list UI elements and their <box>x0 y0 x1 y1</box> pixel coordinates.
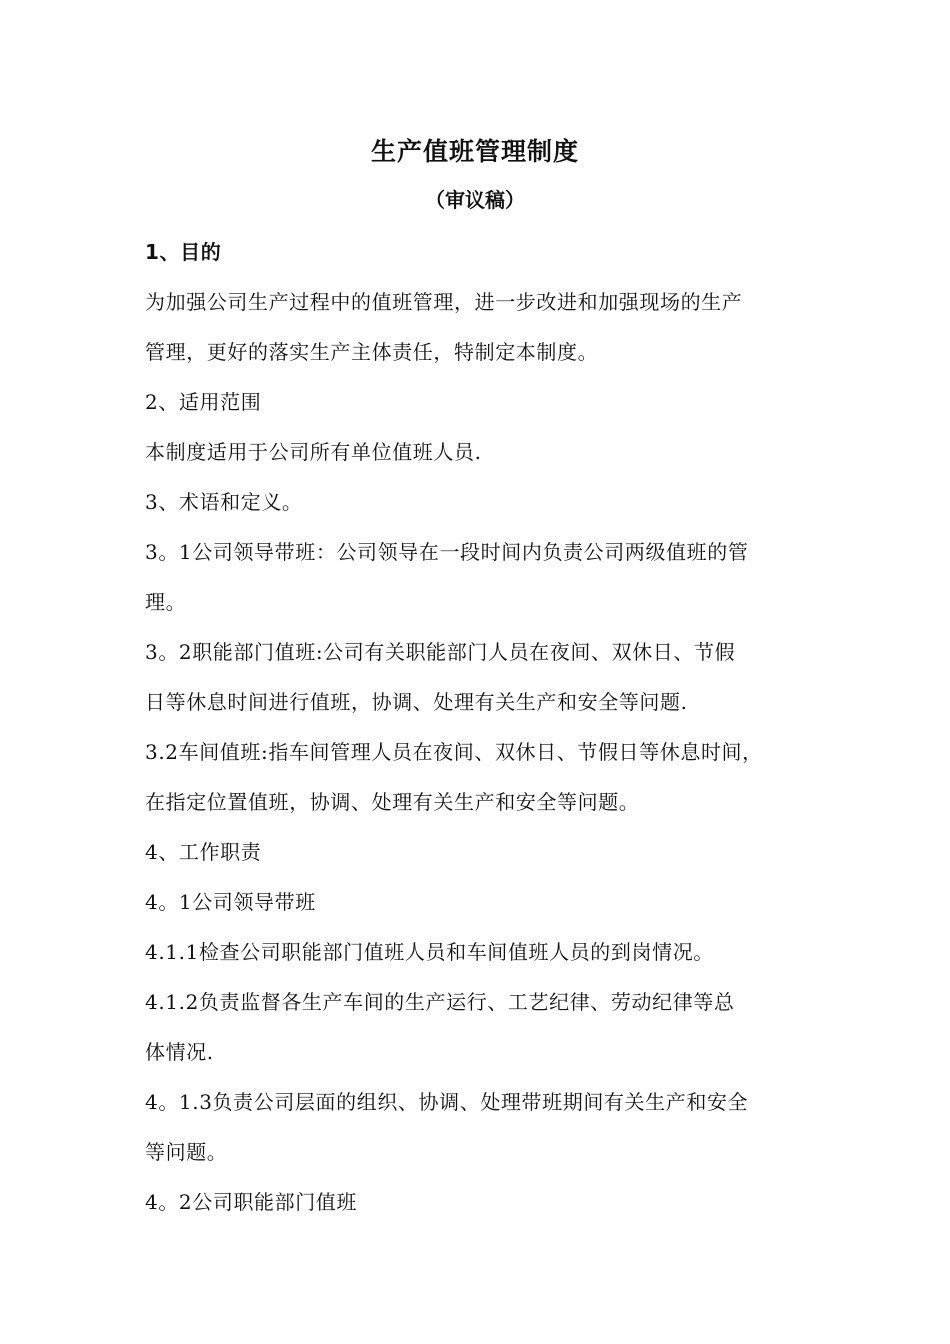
paragraph-line: 等问题。 <box>145 1140 228 1164</box>
document-body <box>145 227 835 1227</box>
paragraph-line: 在指定位置值班，协调、处理有关生产和安全等问题。 <box>145 790 640 814</box>
paragraph-line: 4。1.3负责公司层面的组织、协调、处理带班期间有关生产和安全 <box>145 1090 749 1114</box>
paragraph-line: 3.2车间值班:指车间管理人员在夜间、双休日、节假日等休息时间， <box>145 740 763 764</box>
paragraph-line: 本制度适用于公司所有单位值班人员. <box>145 440 482 464</box>
section-heading-definitions: 3、术语和定义。 <box>145 490 303 514</box>
document-title: 生产值班管理制度 <box>370 137 579 166</box>
paragraph-line: 4.1.1检查公司职能部门值班人员和车间值班人员的到岗情况。 <box>145 940 714 964</box>
paragraph-line: 管理，更好的落实生产主体责任，特制定本制度。 <box>145 340 599 364</box>
subsection-heading: 4。2公司职能部门值班 <box>145 1190 358 1214</box>
paragraph-line: 日等休息时间进行值班，协调、处理有关生产和安全等问题. <box>145 690 688 714</box>
paragraph-line: 3。1公司领导带班：公司领导在一段时间内负责公司两级值班的管 <box>145 540 749 564</box>
section-heading-scope: 2、适用范围 <box>145 390 262 414</box>
subsection-heading: 4。1公司领导带班 <box>145 890 316 914</box>
paragraph-line: 3。2职能部门值班:公司有关职能部门人员在夜间、双休日、节假 <box>145 640 736 664</box>
section-heading-purpose: 1、目的 <box>145 240 222 264</box>
paragraph-line: 4.1.2负责监督各生产车间的生产运行、工艺纪律、劳动纪律等总 <box>145 990 735 1014</box>
paragraph-line: 理。 <box>145 590 187 614</box>
paragraph-line: 体情况. <box>145 1040 214 1064</box>
section-heading-responsibilities: 4、工作职责 <box>145 840 262 864</box>
document-subtitle: （审议稿） <box>425 188 525 212</box>
paragraph-line: 为加强公司生产过程中的值班管理，进一步改进和加强现场的生产 <box>145 290 743 314</box>
